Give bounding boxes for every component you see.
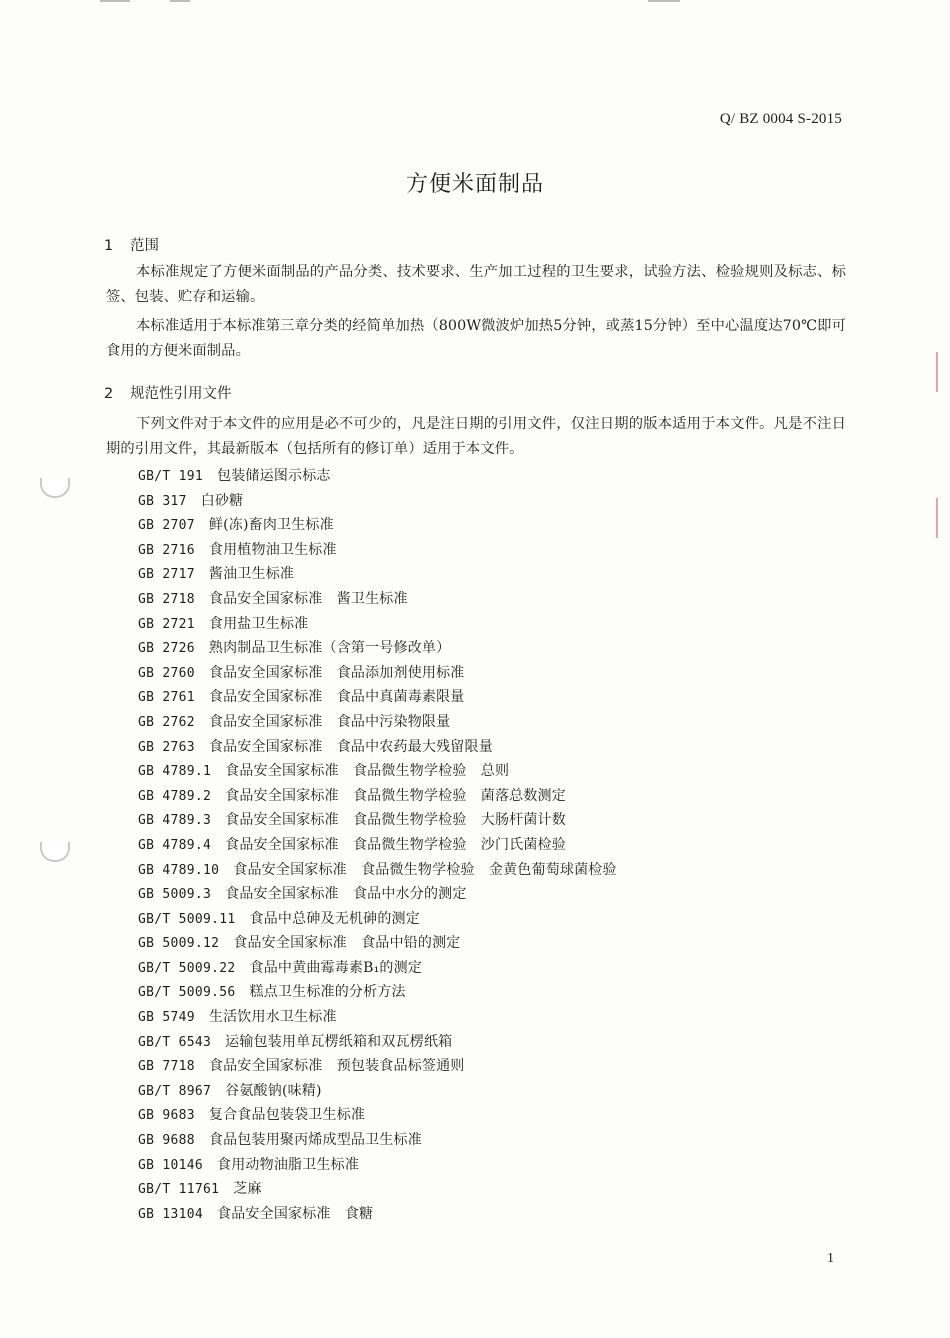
reference-item xyxy=(138,685,617,710)
reference-code: GB/T 5009.56 xyxy=(138,985,236,1001)
reference-name: 食品安全国家标准 食品微生物学检验 总则 xyxy=(225,763,510,780)
reference-name: 食品中总砷及无机砷的测定 xyxy=(249,910,420,927)
reference-item xyxy=(138,489,617,514)
reference-name: 食品安全国家标准 食品中污染物限量 xyxy=(208,713,451,730)
section-1-number: 1 xyxy=(104,238,114,254)
reference-code: GB 5009.3 xyxy=(138,887,212,903)
reference-name: 复合食品包装袋卫生标准 xyxy=(208,1107,366,1124)
document-title: 方便米面制品 xyxy=(405,171,544,197)
reference-name: 食品安全国家标准 食品微生物学检验 沙门氏菌检验 xyxy=(225,836,566,853)
reference-name: 食品中黄曲霉毒素B₁的测定 xyxy=(249,959,423,976)
section-1-paragraph-1: 本标准规定了方便米面制品的产品分类、技术要求、生产加工过程的卫生要求，试验方法、检验规则及标志、标签、包装、贮存和运输。 xyxy=(106,264,846,305)
reference-item xyxy=(138,1079,617,1104)
reference-item xyxy=(138,562,617,587)
reference-name: 食用植物油卫生标准 xyxy=(208,541,337,558)
reference-item xyxy=(138,538,617,563)
reference-name: 包装储运图示标志 xyxy=(217,468,331,484)
reference-item xyxy=(138,1005,617,1030)
reference-name: 白砂糖 xyxy=(200,492,244,509)
reference-item xyxy=(138,587,617,612)
section-2-heading xyxy=(104,382,232,403)
reference-item xyxy=(138,1030,617,1055)
reference-item xyxy=(138,858,617,883)
reference-item xyxy=(138,1103,617,1128)
reference-code: GB/T 5009.11 xyxy=(138,911,236,927)
section-2-intro: 下列文件对于本文件的应用是必不可少的，凡是注日期的引用文件，仅注日期的版本适用于本文件。凡是不注日期的引用文件，其最新版本（包括所有的修订单）适用于本文件。 xyxy=(106,416,846,457)
reference-item xyxy=(138,833,617,858)
reference-code: GB/T 5009.22 xyxy=(138,960,236,976)
reference-name: 食品安全国家标准 食品添加剂使用标准 xyxy=(208,664,465,681)
scan-artifact xyxy=(648,0,680,2)
reference-code: GB 2761 xyxy=(138,690,195,706)
reference-code: GB 2707 xyxy=(138,518,195,534)
reference-code: GB 2762 xyxy=(138,714,195,730)
stamp-edge-mark xyxy=(936,352,948,392)
reference-item xyxy=(138,784,617,809)
reference-code: GB/T 191 xyxy=(138,469,204,484)
reference-item xyxy=(138,612,617,637)
scan-artifact xyxy=(170,0,190,2)
reference-item xyxy=(138,1153,617,1178)
reference-code: GB 5009.12 xyxy=(138,936,220,952)
reference-code: GB 9683 xyxy=(138,1108,195,1124)
reference-name: 运输包装用单瓦楞纸箱和双瓦楞纸箱 xyxy=(225,1033,453,1050)
reference-code: GB 2763 xyxy=(138,739,195,755)
reference-code: GB 9688 xyxy=(138,1133,195,1149)
reference-code: GB 2721 xyxy=(138,616,195,632)
binder-hole-mark xyxy=(40,478,70,498)
reference-item xyxy=(138,735,617,760)
scan-artifact xyxy=(100,0,130,2)
reference-code: GB 7718 xyxy=(138,1059,195,1075)
reference-item xyxy=(138,1202,617,1227)
reference-item xyxy=(138,636,617,661)
reference-name: 食品安全国家标准 食品中农药最大残留限量 xyxy=(208,738,493,755)
reference-name: 食品安全国家标准 食糖 xyxy=(217,1205,374,1222)
reference-name: 食品安全国家标准 食品中铅的测定 xyxy=(233,935,461,952)
reference-name: 酱油卫生标准 xyxy=(208,566,295,583)
reference-code: GB 4789.1 xyxy=(138,764,212,780)
reference-code: GB 4789.3 xyxy=(138,813,212,829)
reference-name: 谷氨酸钠(味精) xyxy=(225,1082,322,1099)
reference-code: GB 4789.4 xyxy=(138,837,212,853)
reference-name: 食品包装用聚丙烯成型品卫生标准 xyxy=(208,1132,422,1149)
binder-hole-mark xyxy=(40,842,70,862)
page-number: 1 xyxy=(827,1251,834,1266)
reference-name: 食品安全国家标准 食品微生物学检验 菌落总数测定 xyxy=(225,787,566,804)
reference-name: 食品安全国家标准 食品中真菌毒素限量 xyxy=(208,689,465,706)
stamp-edge-mark xyxy=(936,498,948,538)
reference-item xyxy=(138,513,617,538)
reference-item xyxy=(138,1128,617,1153)
reference-item xyxy=(138,710,617,735)
reference-name: 食品安全国家标准 食品中水分的测定 xyxy=(225,886,467,903)
reference-item xyxy=(138,882,617,907)
section-2-title: 规范性引用文件 xyxy=(130,386,232,402)
reference-code: GB 10146 xyxy=(138,1157,204,1173)
reference-name: 食品安全国家标准 酱卫生标准 xyxy=(208,590,408,607)
reference-item xyxy=(138,808,617,833)
reference-name: 食用盐卫生标准 xyxy=(208,615,309,632)
reference-code: GB 2716 xyxy=(138,542,195,558)
reference-code: GB 2717 xyxy=(138,567,195,583)
reference-item xyxy=(138,1054,617,1079)
reference-name: 芝麻 xyxy=(233,1181,262,1198)
reference-item xyxy=(138,931,617,956)
reference-name: 糕点卫生标准的分析方法 xyxy=(249,984,406,1001)
reference-code: GB 4789.2 xyxy=(138,788,212,804)
reference-code: GB 317 xyxy=(138,493,187,509)
reference-code: GB 5749 xyxy=(138,1010,195,1026)
standard-code: Q/ BZ 0004 S-2015 xyxy=(719,111,842,127)
section-2-number: 2 xyxy=(104,386,114,402)
reference-code: GB 13104 xyxy=(138,1206,204,1222)
reference-code: GB 4789.10 xyxy=(138,862,220,878)
reference-name: 熟肉制品卫生标准（含第一号修改单） xyxy=(208,640,451,657)
reference-item xyxy=(138,464,617,489)
reference-item xyxy=(138,956,617,981)
reference-name: 食品安全国家标准 食品微生物学检验 大肠杆菌计数 xyxy=(225,812,566,829)
section-1-heading xyxy=(104,234,159,255)
reference-name: 生活饮用水卫生标准 xyxy=(208,1009,337,1026)
reference-name: 食品安全国家标准 预包装食品标签通则 xyxy=(208,1058,465,1075)
section-1-paragraph-2: 本标准适用于本标准第三章分类的经简单加热（800W微波炉加热5分钟，或蒸15分钟）至中心温度达70℃即可食用的方便米面制品。 xyxy=(106,318,846,359)
reference-name: 食用动物油脂卫生标准 xyxy=(217,1156,360,1173)
reference-item xyxy=(138,759,617,784)
reference-item xyxy=(138,661,617,686)
reference-code: GB 2726 xyxy=(138,641,195,657)
reference-code: GB/T 11761 xyxy=(138,1182,220,1198)
reference-name: 食品安全国家标准 食品微生物学检验 金黄色葡萄球菌检验 xyxy=(233,861,617,878)
reference-code: GB 2718 xyxy=(138,591,195,607)
reference-item xyxy=(138,907,617,932)
reference-name: 鲜(冻)畜肉卫生标准 xyxy=(208,517,334,534)
reference-code: GB/T 6543 xyxy=(138,1034,212,1050)
reference-code: GB 2760 xyxy=(138,665,195,681)
reference-item xyxy=(138,1177,617,1202)
section-1-title: 范围 xyxy=(130,238,159,254)
reference-list xyxy=(138,464,617,1226)
reference-code: GB/T 8967 xyxy=(138,1083,212,1099)
reference-item xyxy=(138,980,617,1005)
